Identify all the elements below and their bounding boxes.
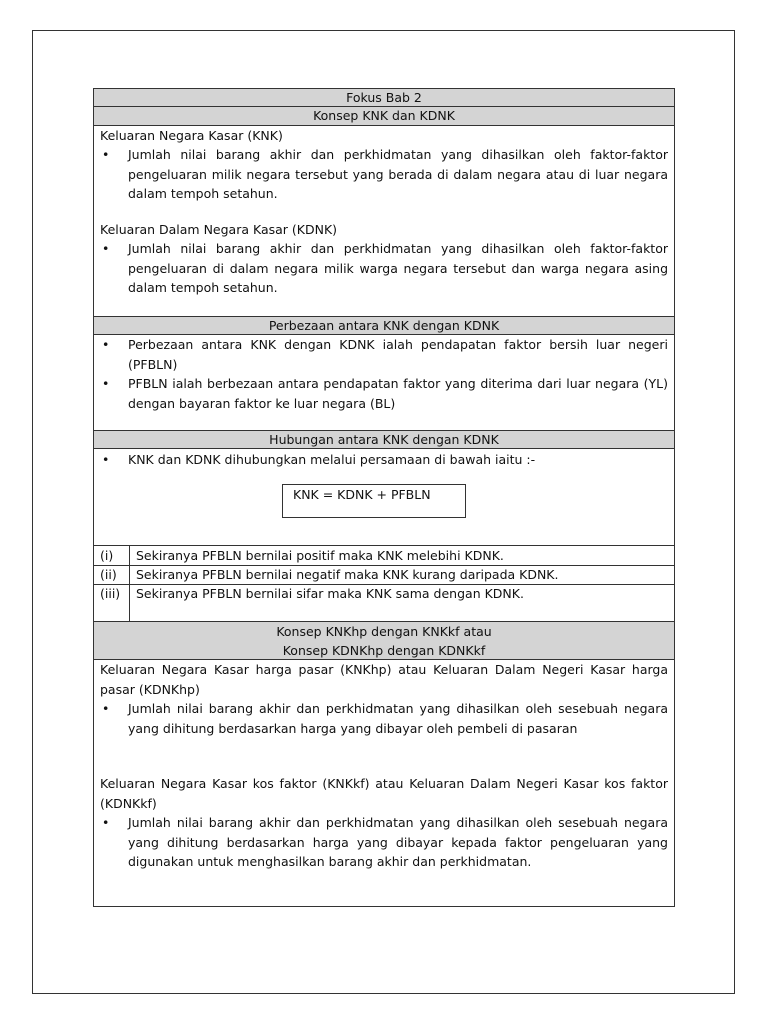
- section-header-relationship: Hubungan antara KNK dengan KDNK: [94, 430, 674, 449]
- section-header-knk-kdnk: Konsep KNK dan KDNK: [94, 107, 674, 126]
- row-number: (ii): [100, 567, 117, 582]
- number-column-divider: [129, 545, 130, 621]
- kdnk-heading: Keluaran Dalam Negara Kasar (KDNK): [100, 222, 338, 237]
- market-price-definition: • Jumlah nilai barang akhir dan perkhidmatan yang dihasilkan oleh sesebuah negara yang dihitung berdasarkan harga yang dibayar oleh pembeli di pasaran: [102, 701, 668, 736]
- relationship-bullet: • KNK dan KDNK dihubungkan melalui persamaan di bawah iaitu :-: [102, 452, 536, 467]
- knk-definition: • Jumlah nilai barang akhir dan perkhidmatan yang dihasilkan oleh faktor-faktor pengeluaran milik negara tersebut yang berada di dalam negara atau di luar negara dalam tempoh setahun.: [102, 147, 668, 201]
- focus-table: [93, 88, 675, 907]
- row-number: (i): [100, 548, 114, 563]
- row-text: Sekiranya PFBLN bernilai negatif maka KNK kurang daripada KDNK.: [136, 567, 559, 582]
- row-text: Sekiranya PFBLN bernilai positif maka KNK melebihi KDNK.: [136, 548, 504, 563]
- factor-cost-heading: Keluaran Negara Kasar kos faktor (KNKkf) atau Keluaran Dalam Negeri Kasar kos faktor (KDNKkf): [100, 776, 668, 811]
- difference-bullet-1: • Perbezaan antara KNK dengan KDNK ialah pendapatan faktor bersih luar negeri (PFBLN): [102, 337, 668, 372]
- section-header-market-factor: Konsep KNKhp dengan KNKkf atau Konsep KDNKhp dengan KDNKkf: [94, 621, 674, 660]
- market-price-heading: Keluaran Negara Kasar harga pasar (KNKhp) atau Keluaran Dalam Negeri Kasar harga pasar (KDNKhp): [100, 662, 668, 697]
- factor-cost-definition: • Jumlah nilai barang akhir dan perkhidmatan yang dihasilkan oleh sesebuah negara yang dihitung berdasarkan harga yang dibayar kepada faktor pengeluaran yang digunakan untuk menghasilkan barang akhir dan perkhidmatan.: [102, 815, 668, 869]
- difference-bullet-2: • PFBLN ialah berbezaan antara pendapatan faktor yang diterima dari luar negara (YL) dengan bayaran faktor ke luar negara (BL): [102, 376, 668, 411]
- row-number: (iii): [100, 586, 121, 601]
- row-text: Sekiranya PFBLN bernilai sifar maka KNK sama dengan KDNK.: [136, 586, 524, 601]
- formula-box: KNK = KDNK + PFBLN: [282, 484, 466, 518]
- knk-heading: Keluaran Negara Kasar (KNK): [100, 128, 283, 143]
- section-header-difference: Perbezaan antara KNK dengan KDNK: [94, 316, 674, 335]
- table-title: Fokus Bab 2: [94, 89, 674, 107]
- kdnk-definition: • Jumlah nilai barang akhir dan perkhidmatan yang dihasilkan oleh faktor-faktor pengeluaran di dalam negara milik warga negara tersebut dan warga negara asing dalam tempoh setahun.: [102, 241, 668, 295]
